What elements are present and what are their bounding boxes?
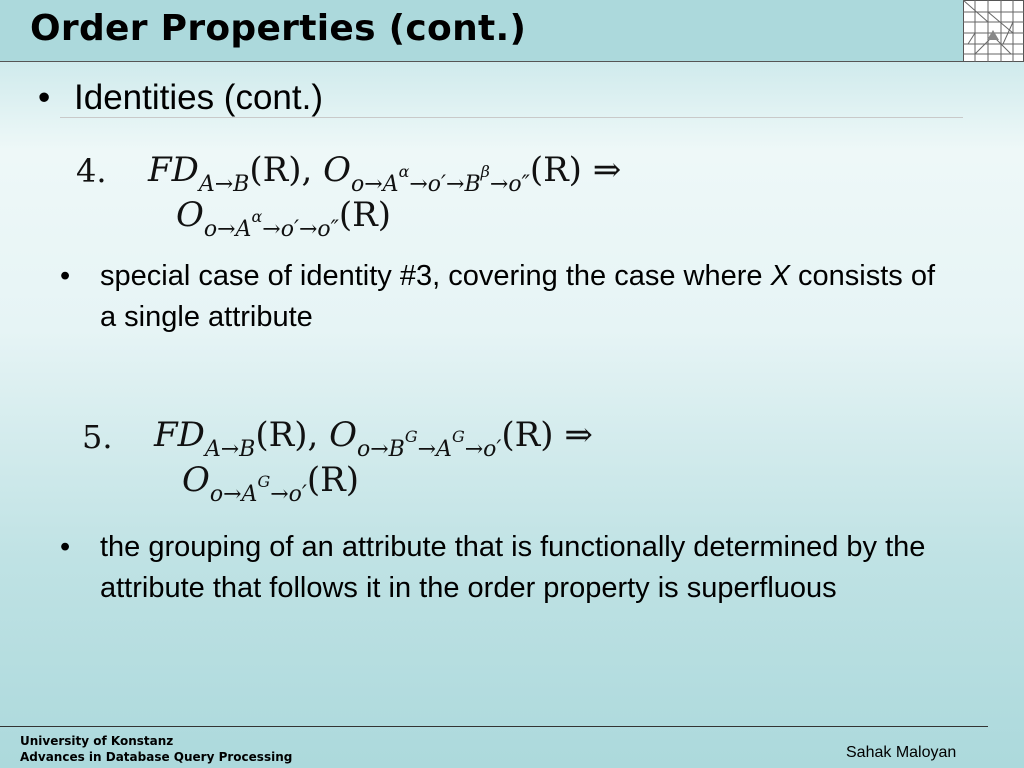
bullet-identity-5-text: the grouping of an attribute that is functionally determined by the attribute that follows it in the order property is superfluous — [100, 531, 926, 604]
order-subscript-end: →o′→o″ — [262, 217, 339, 242]
footer-left — [20, 733, 292, 765]
relation-r: (R), — [249, 150, 324, 190]
identity-4-line2 — [176, 195, 391, 242]
relation-r: (R), — [255, 415, 330, 455]
main-bullet-text: Identities (cont.) — [74, 78, 323, 117]
title-bar — [0, 0, 963, 62]
order-subscript-a: o→A — [350, 172, 399, 197]
bullet-text-part1: special case of identity #3, covering the case where — [100, 260, 771, 292]
superscript-g: G — [257, 472, 271, 491]
formula-tail: (R) — [306, 460, 360, 500]
order-symbol: O — [329, 415, 357, 455]
order-subscript-end: →o′ — [270, 482, 307, 507]
order-subscript-b: →o′→B — [409, 172, 481, 197]
bullet-identity-4 — [60, 256, 940, 338]
order-subscript-a: →A — [417, 437, 452, 462]
superscript-alpha: α — [251, 207, 263, 226]
order-subscript-end: →o″ — [489, 172, 530, 197]
fd-subscript: A→B — [204, 437, 256, 462]
formula-tail: (R) ⇒ — [501, 415, 593, 455]
order-subscript-end: →o′ — [464, 437, 502, 462]
identity-4-line1 — [148, 150, 621, 197]
order-subscript-a: o→A — [209, 482, 258, 507]
bullet-text-part2: consists of a single attribute — [100, 260, 936, 333]
bullet-text-italic: X — [770, 260, 790, 292]
fd-symbol: FD — [148, 150, 199, 190]
superscript-beta: β — [480, 162, 490, 181]
identity-5-line1 — [154, 415, 593, 462]
footer-university: University of Konstanz — [20, 734, 174, 748]
fd-subscript: A→B — [198, 172, 250, 197]
university-logo-icon — [963, 0, 1024, 62]
bullet-glyph: • — [38, 78, 51, 117]
title-divider — [0, 61, 963, 62]
order-symbol: O — [182, 460, 210, 500]
identity-4-number: 4. — [76, 152, 107, 190]
footer-course: Advances in Database Query Processing — [20, 750, 293, 764]
superscript-g: G — [451, 427, 465, 446]
order-subscript-b: o→B — [356, 437, 405, 462]
order-symbol: O — [323, 150, 351, 190]
bullet-identity-5 — [60, 527, 940, 609]
formula-tail: (R) — [338, 195, 391, 235]
bullet-glyph: • — [60, 531, 71, 563]
superscript-g: G — [404, 427, 418, 446]
footer-divider — [0, 726, 988, 727]
fd-symbol: FD — [154, 415, 205, 455]
slide-title: Order Properties (cont.) — [30, 8, 527, 49]
bullet-identity-4-text — [100, 256, 940, 338]
identity-5-line2 — [182, 460, 359, 507]
order-subscript-a: o→A — [203, 217, 252, 242]
superscript-alpha: α — [398, 162, 410, 181]
bullet-glyph: • — [60, 260, 71, 292]
footer-author: Sahak Maloyan — [846, 744, 957, 761]
section-divider — [60, 117, 963, 118]
formula-tail: (R) ⇒ — [529, 150, 622, 190]
identity-5-number: 5. — [82, 418, 113, 456]
logo-drawing — [963, 0, 1024, 62]
order-symbol: O — [176, 195, 204, 235]
